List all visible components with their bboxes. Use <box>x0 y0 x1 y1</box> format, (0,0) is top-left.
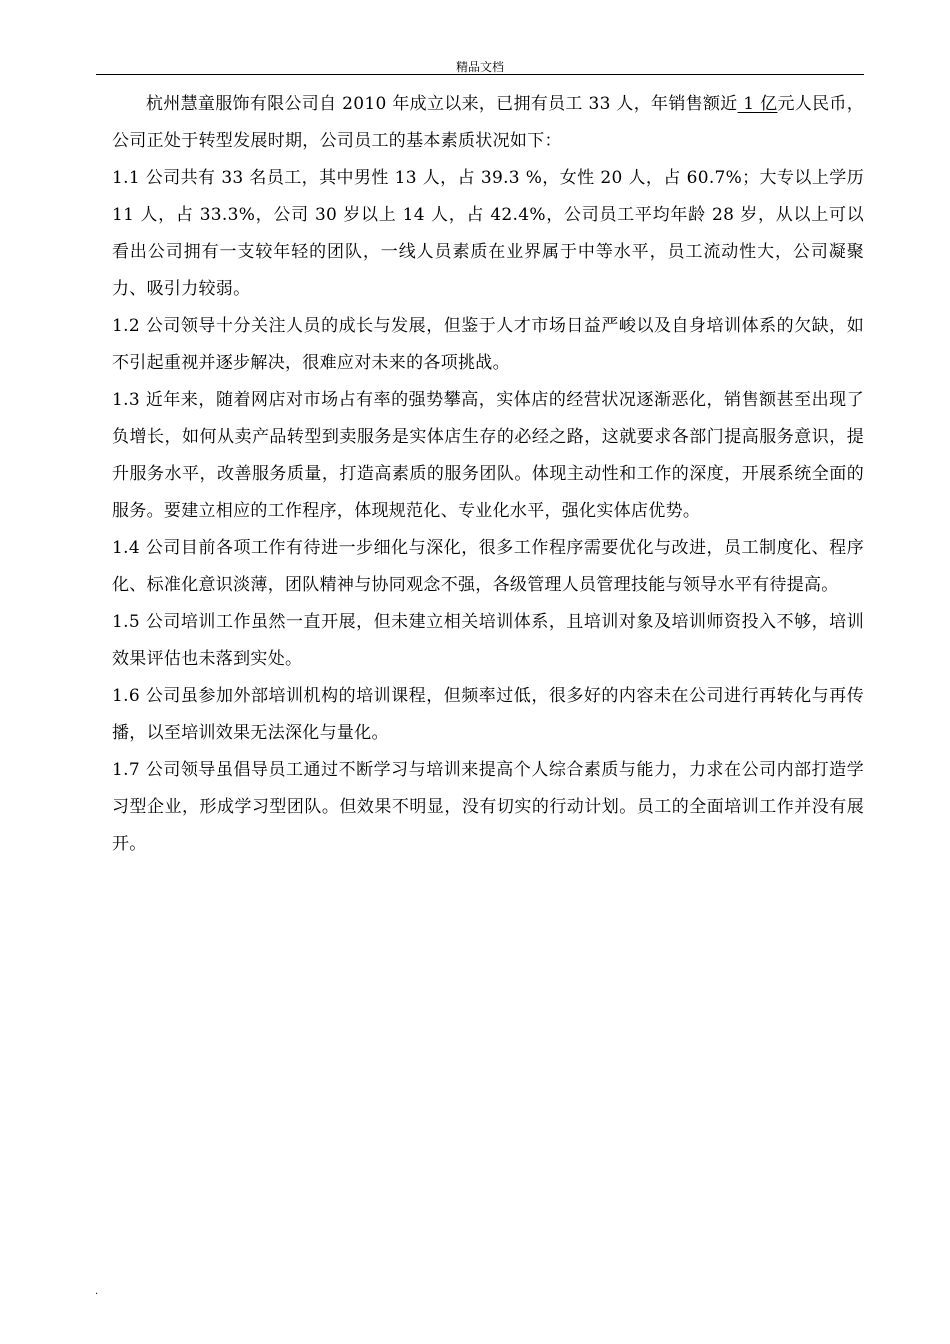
item-1-1: 1.1 公司共有 33 名员工，其中男性 13 人，占 39.3 %，女性 20 人，占 60.7%；大专以上学历 11 人，占 33.3%，公司 30 岁以上 14 人，占 42.4%，公司员工平均年龄 28 岁，从以上可以看出公司拥有一支较年轻的团队，一线人员素质在业界属于中等水平，员工流动性大，公司凝聚力、吸引力较弱。 <box>112 168 864 299</box>
item-1-2: 1.2 公司领导十分关注人员的成长与发展，但鉴于人才市场日益严峻以及自身培训体系的欠缺，如不引起重视并逐步解决，很难应对未来的各项挑战。 <box>112 316 864 373</box>
item-1-7: 1.7 公司领导虽倡导员工通过不断学习与培训来提高个人综合素质与能力，力求在公司内部打造学习型企业，形成学习型团队。但效果不明显，没有切实的行动计划。员工的全面培训工作并没有展开。 <box>112 760 864 854</box>
item-1-5: 1.5 公司培训工作虽然一直开展，但未建立相关培训体系，且培训对象及培训师资投入不够，培训效果评估也未落到实处。 <box>112 612 864 669</box>
item-1-6: 1.6 公司虽参加外部培训机构的培训课程，但频率过低，很多好的内容未在公司进行再转化与再传播，以至培训效果无法深化与量化。 <box>112 686 864 743</box>
intro-text-end: 元人民币，公司正处于转型发展时期，公司员工的基本素质状况如下： <box>112 94 864 151</box>
item-1-4: 1.4 公司目前各项工作有待进一步细化与深化，很多工作程序需要优化与改进，员工制度化、程序化、标准化意识淡薄，团队精神与协同观念不强，各级管理人员管理技能与领导水平有待提高。 <box>112 538 864 595</box>
intro-paragraph <box>112 86 864 160</box>
intro-text: 杭州慧童服饰有限公司自 2010 年成立以来，已拥有员工 33 人，年销售额近 <box>146 94 738 114</box>
footer-mark: . <box>95 1286 99 1297</box>
revenue-amount: 1 亿 <box>737 94 778 114</box>
document-body <box>112 86 864 863</box>
item-1-3: 1.3 近年来，随着网店对市场占有率的强势攀高，实体店的经营状况逐渐恶化，销售额甚至出现了负增长，如何从卖产品转型到卖服务是实体店生存的必经之路，这就要求各部门提高服务意识，提升服务水平，改善服务质量，打造高素质的服务团队。体现主动性和工作的深度，开展系统全面的服务。要建立相应的工作程序，体现规范化、专业化水平，强化实体店优势。 <box>112 390 864 521</box>
page-header <box>96 56 864 75</box>
header-title: 精品文档 <box>455 60 504 74</box>
